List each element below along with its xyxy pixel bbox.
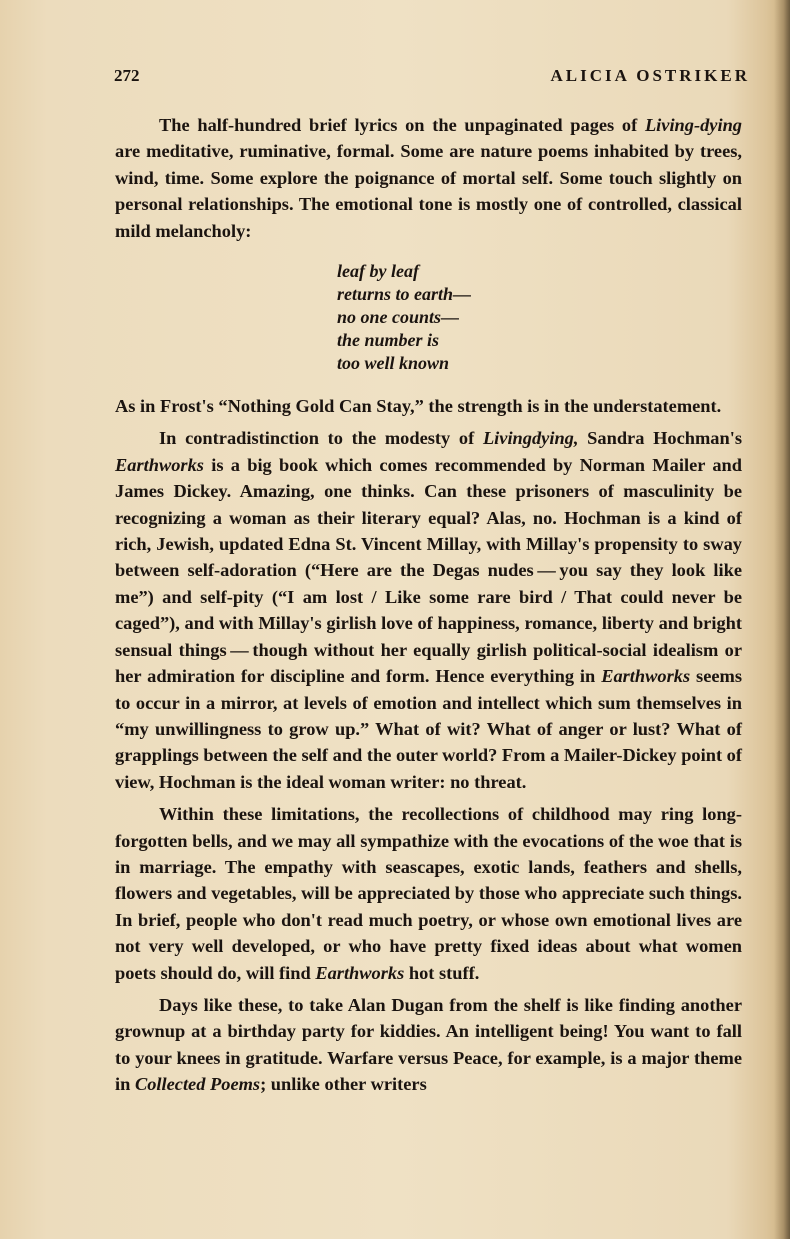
book-title: Living-dying [644, 115, 742, 135]
paragraphs-after-poem [115, 393, 742, 1098]
paragraph-p4 [115, 801, 742, 986]
poem-line: leaf by leaf [337, 261, 419, 282]
running-head: ALICIA OSTRIKER [550, 66, 750, 85]
text-run: Within these limitations, the recollections of childhood may ring long-forgotten bells, and we may all sympathize with the evocations of the woe that is in marriage. The empathy with seascapes, exotic lands, feathers and shells, flowers and vegetables, will be appreciated by those who appreciate such things. In brief, people who don't read much poetry, or whose own emotional lives are not very well developed, or who have pretty fixed ideas about what women poets should do, will find [115, 804, 742, 983]
body-text [115, 112, 742, 1104]
text-run: seems to occur in a mirror, at levels of emotion and intellect which sum themselves in “my unwillingness to grow up.” What of wit? What of anger or lust? What of grapplings between the self and the outer world? From a Mailer-Dickey point of view, Hochman is the ideal woman writer: no threat. [115, 666, 742, 792]
paragraph-p3 [115, 425, 742, 795]
book-title: Livingdying, [482, 428, 579, 449]
text-run: The half-hundred brief lyrics on the unpaginated pages of [159, 115, 645, 135]
book-title: Collected Poems [134, 1074, 261, 1095]
text-run: ; unlike other writers [260, 1074, 427, 1095]
paragraphs-before-poem [115, 112, 742, 244]
poem-line: no one counts— [337, 307, 460, 328]
page-edge-shadow [774, 0, 790, 1239]
text-run: As in Frost's “Nothing Gold Can Stay,” the strength is in the understatement. [115, 396, 722, 417]
book-title: Earthworks [115, 454, 204, 475]
text-run: Days like these, to take Alan Dugan from the shelf is like finding another grownup at a birthday party for kiddies. An intelligent being! You want to fall to your knees in gratitude. Warfare versus Peace, for example, is a major theme in [115, 994, 742, 1095]
book-title: Earthworks [315, 962, 405, 983]
poem-excerpt [337, 260, 742, 375]
poem-line: the number is [337, 330, 440, 351]
text-run: are meditative, ruminative, formal. Some are nature poems inhabited by trees, wind, time. Some explore the poignance of mortal self. Some touch slightly on personal relationships. The emotional tone is mostly one of controlled, classical mild melancholy: [115, 141, 742, 241]
page-header [114, 66, 750, 92]
text-run: is a big book which comes recommended by Norman Mailer and James Dickey. Amazing, one thinks. Can these prisoners of masculinity be recognizing a woman as their literary equal? Alas, no. Hochman is a kind of rich, Jewish, updated Edna St. Vincent Millay, with Millay's propensity to sway between self-adoration (“Here are the Degas nudes — you say they look like me”) and self-pity (“I am lost / Like some rare bird / That could never be caged”), and with Millay's girlish love of happiness, romance, liberty and bright sensual things — though without her equally girlish political-social idealism or her admiration for discipline and form. Hence everything in [115, 454, 742, 687]
text-run: hot stuff. [404, 962, 480, 983]
book-title: Earthworks [601, 666, 691, 687]
poem-line: returns to earth— [337, 284, 472, 305]
paragraph-p2 [115, 393, 742, 419]
paragraph-p1 [115, 112, 742, 244]
page-number: 272 [114, 66, 140, 85]
text-run: Sandra Hochman's [578, 428, 742, 449]
text-run: In contradistinction to the modesty of [159, 428, 483, 449]
paragraph-p5 [115, 992, 742, 1098]
poem-line: too well known [337, 353, 450, 374]
